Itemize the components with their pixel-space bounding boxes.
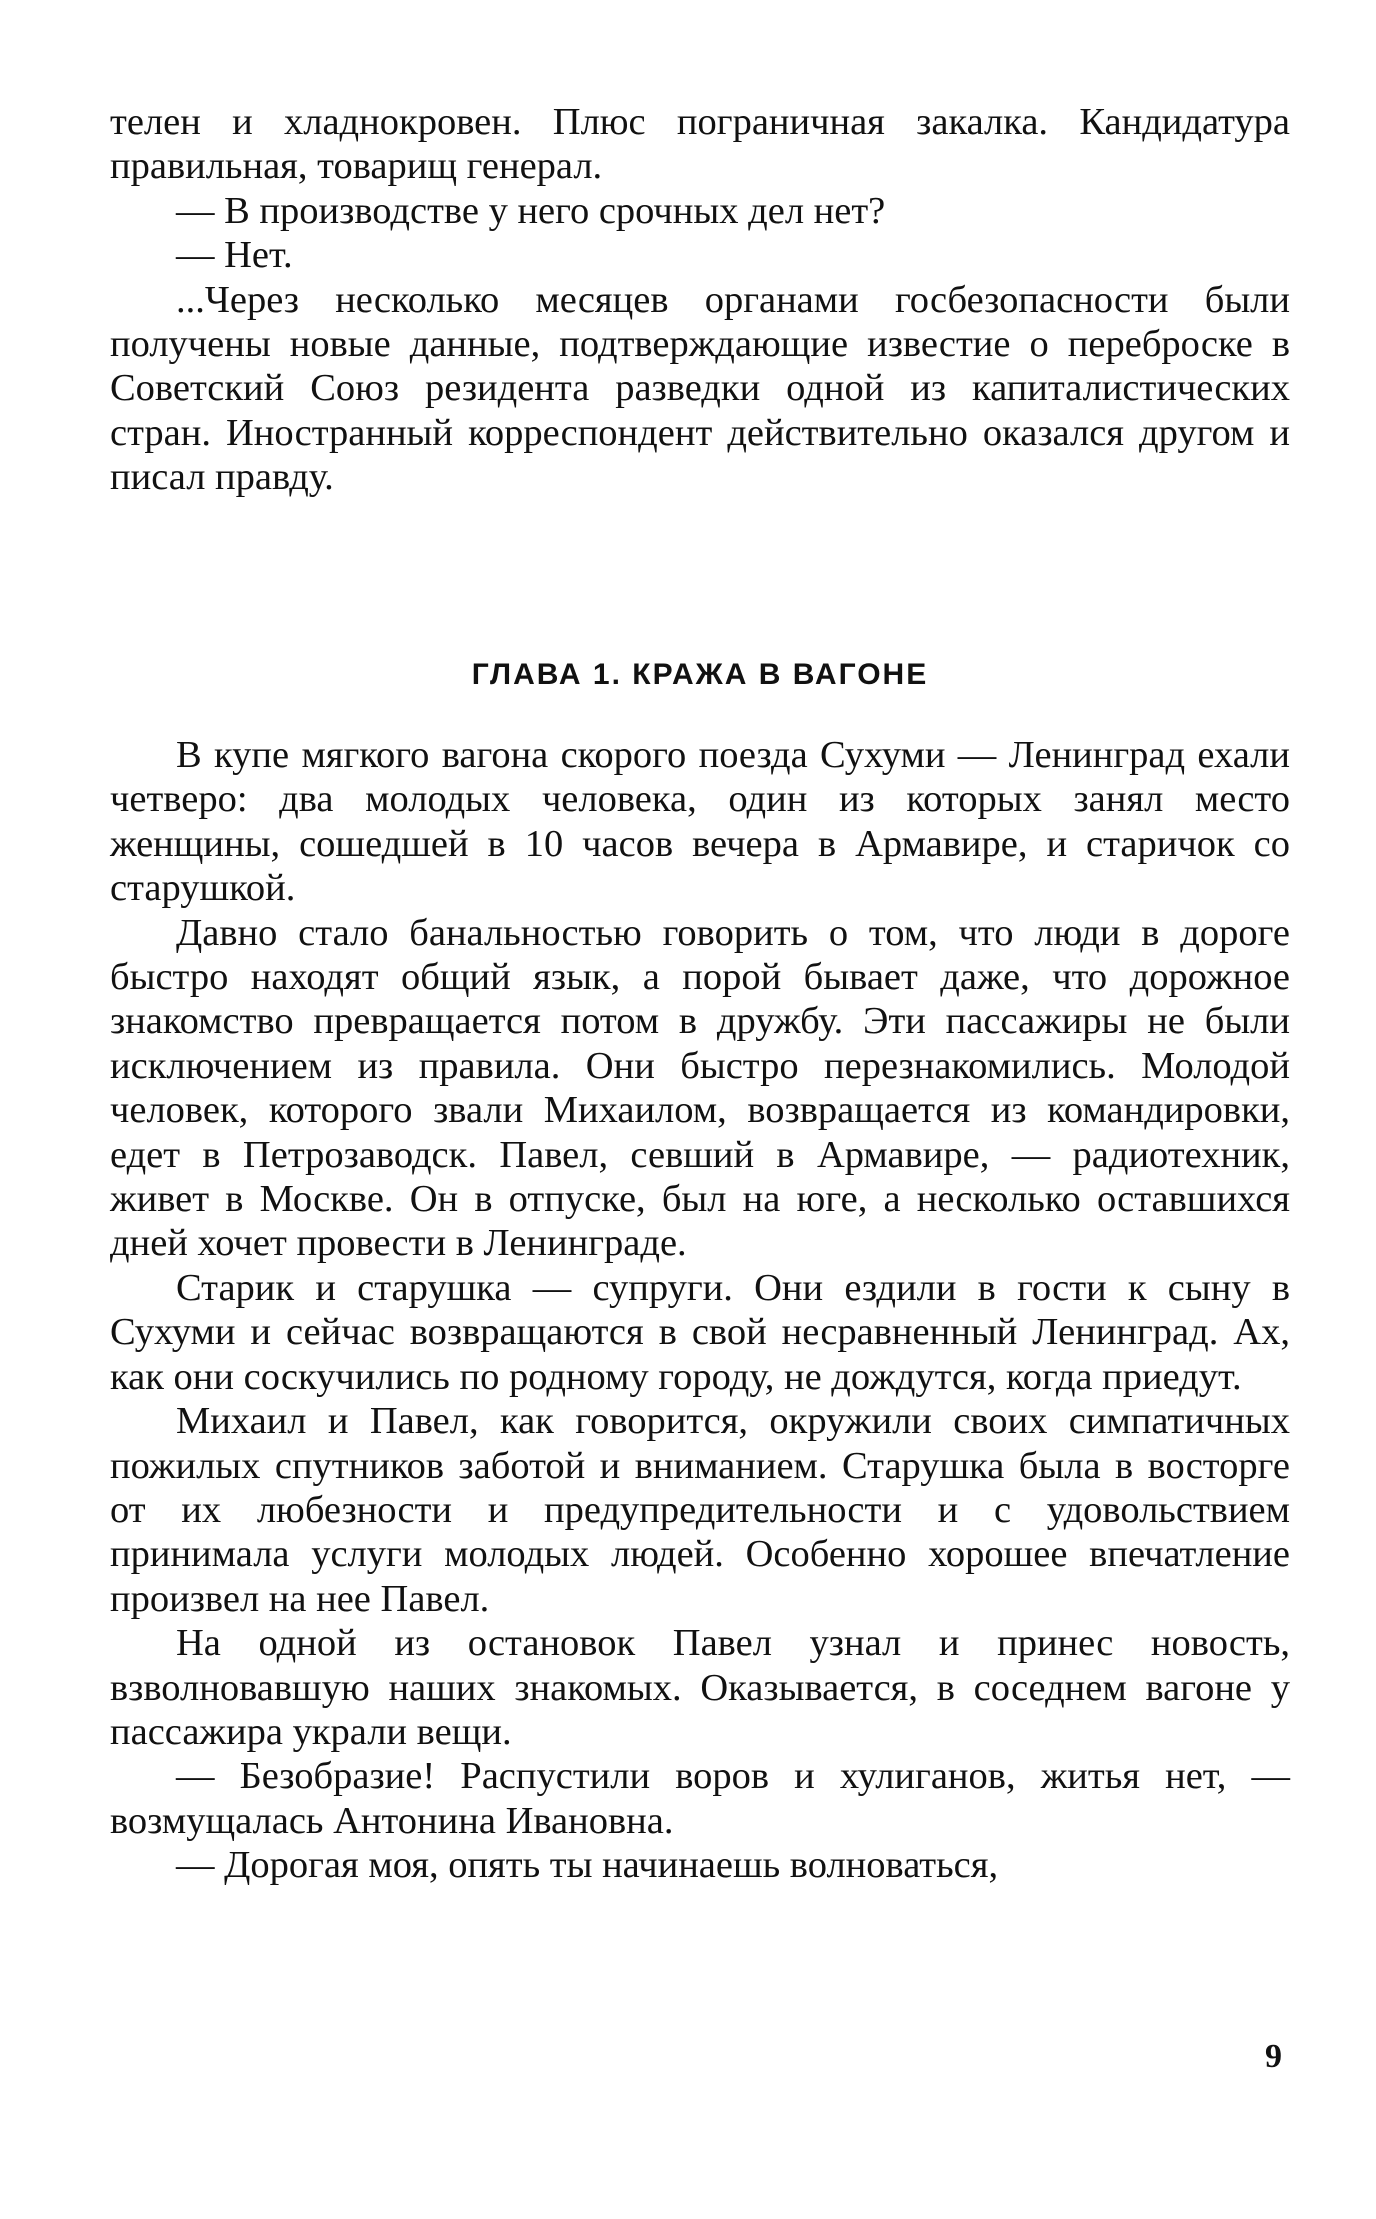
chapter-heading: ГЛАВА 1. КРАЖА В ВАГОНЕ [471,658,929,691]
chapter-text-block [110,733,1290,1888]
paragraph: Давно стало банальностью говорить о том, что люди в дороге быстро находят общий язык, а порой бывает даже, что дорожное знакомство превращается потом в дружбу. Эти пассажиры не были исключением из правила. Они быстро перезнакомились. Молодой человек, которого звали Михаилом, возвращается из командировки, едет в Петрозаводск. Павел, севший в Армавире, — радиотехник, живет в Москве. Он в отпуске, был на юге, а несколько оставшихся дней хочет провести в Ленинграде. [110,911,1290,1265]
top-text-block [110,100,1290,500]
paragraph: — В производстве у него срочных дел нет? [176,189,886,232]
paragraph: Старик и старушка — супруги. Они ездили в гости к сыну в Сухуми и сейчас возвращаются в свой несравненный Ленинград. Ах, как они соскучились по родному городу, не дождутся, когда приедут. [110,1266,1290,1398]
paragraph: — Дорогая моя, опять ты начинаешь волноваться, [176,1844,999,1887]
paragraph: В купе мягкого вагона скорого поезда Сухуми — Ленинград ехали четверо: два молодых человека, один из которых занял место женщины, сошедшей в 10 часов вечера в Армавире, и старичок со старушкой. [110,734,1290,910]
paragraph: — Нет. [176,234,293,277]
paragraph: Михаил и Павел, как говорится, окружили своих симпатичных пожилых спутников заботой и вниманием. Старушка была в восторге от их любезности и предупредительности и с удовольствием принимала услуги молодых людей. Особенно хорошее впечатление произвел на нее Павел. [110,1400,1290,1620]
paragraph: — Безобразие! Распустили воров и хулиганов, житья нет, — возмущалась Антонина Ивановна. [110,1755,1290,1842]
page-number: 9 [1265,2038,1282,2075]
paragraph: На одной из остановок Павел узнал и принес новость, взволновавшую наших знакомых. Оказывается, в соседнем вагоне у пассажира украли вещи. [110,1622,1290,1753]
paragraph: телен и хладнокровен. Плюс пограничная закалка. Кандидатура правильная, товарищ генерал. [110,101,1290,188]
paragraph: ...Через несколько месяцев органами госбезопасности были получены новые данные, подтверждающие известие о переброске в Советский Союз резидента разведки одной из капиталистических стран. Иностранный корреспондент действительно оказался другом и писал правду. [110,278,1290,499]
